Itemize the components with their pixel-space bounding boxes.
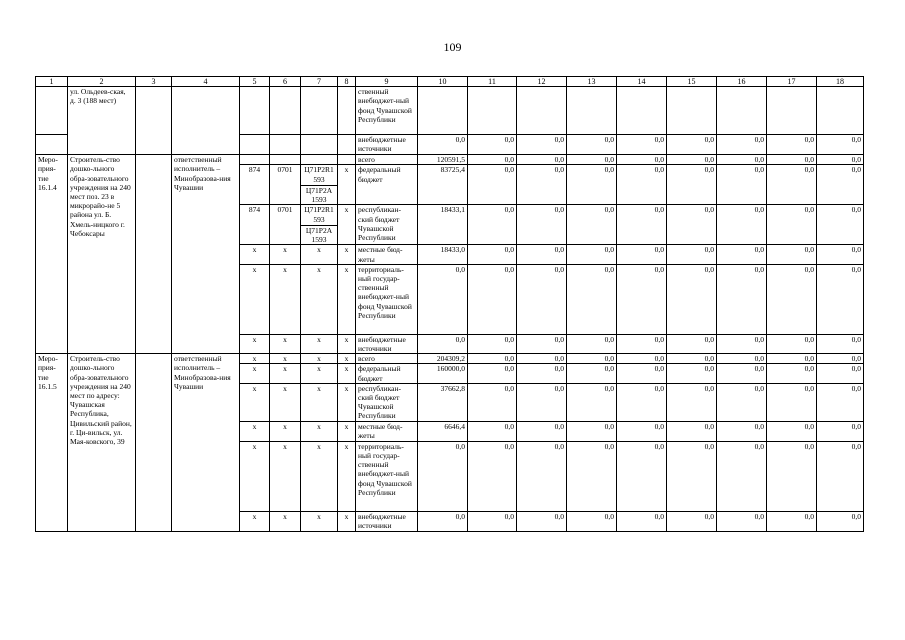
- column-header: 3: [136, 77, 172, 87]
- grbs-code: x: [240, 245, 270, 264]
- funding-source: федеральный бюджет: [356, 364, 418, 383]
- value-cell: 0,0: [617, 354, 667, 364]
- value-cell: 0,0: [468, 165, 517, 205]
- value-cell: 0,0: [617, 155, 667, 165]
- target-article-code-1: x: [317, 383, 321, 393]
- cell-measure: [36, 87, 68, 135]
- value-cell: 0,0: [468, 155, 517, 165]
- value-cell: [468, 87, 517, 135]
- value-cell: 0,0: [567, 334, 617, 353]
- table-cell: [240, 135, 270, 155]
- value-cell: [817, 87, 864, 135]
- value-cell: [767, 87, 817, 135]
- cell-measure: [36, 135, 68, 155]
- expense-type-code: x: [338, 364, 356, 383]
- value-cell: 0,0: [717, 155, 767, 165]
- value-cell: 0,0: [468, 205, 517, 245]
- column-header: 12: [517, 77, 567, 87]
- funding-source: республикан-ский бюджет Чувашской Республики: [356, 383, 418, 421]
- value-cell: 0,0: [517, 354, 567, 364]
- column-header: 6: [270, 77, 301, 87]
- value-cell: 0,0: [667, 421, 717, 441]
- value-cell: 0,0: [817, 441, 864, 511]
- section-code: x: [270, 364, 301, 383]
- section-code: [270, 155, 301, 165]
- value-cell: 0,0: [817, 364, 864, 383]
- value-cell: 6646,4: [418, 421, 468, 441]
- value-cell: 0,0: [667, 264, 717, 334]
- funding-source: внебюджетные источники: [356, 511, 418, 531]
- value-cell: 0,0: [667, 205, 717, 245]
- grbs-code: x: [240, 383, 270, 421]
- section-code: x: [270, 421, 301, 441]
- target-article-code: [301, 383, 338, 421]
- table-cell: [172, 87, 240, 155]
- value-cell: 0,0: [717, 245, 767, 264]
- value-cell: 0,0: [517, 334, 567, 353]
- target-article-code-1: x: [317, 245, 321, 255]
- value-cell: 0,0: [468, 354, 517, 364]
- target-article-code-1: Ц71Р2R1 593: [304, 165, 334, 184]
- value-cell: 0,0: [468, 511, 517, 531]
- funding-source: ственный внебюджет-ный фонд Чувашской Республики: [356, 87, 418, 135]
- value-cell: 0,0: [468, 441, 517, 511]
- value-cell: 0,0: [817, 511, 864, 531]
- value-cell: 0,0: [717, 334, 767, 353]
- column-header: 17: [767, 77, 817, 87]
- grbs-code: x: [240, 354, 270, 364]
- section-code: 0701: [270, 165, 301, 205]
- expense-type-code: x: [338, 205, 356, 245]
- value-cell: 0,0: [418, 441, 468, 511]
- target-article-code: [301, 155, 338, 165]
- target-article-code-1: x: [317, 511, 321, 521]
- value-cell: 0,0: [468, 421, 517, 441]
- value-cell: 0,0: [617, 245, 667, 264]
- value-cell: 0,0: [517, 441, 567, 511]
- grbs-code: x: [240, 511, 270, 531]
- grbs-code: 874: [240, 165, 270, 205]
- grbs-code: x: [240, 264, 270, 334]
- section-code: x: [270, 383, 301, 421]
- value-cell: 0,0: [567, 383, 617, 421]
- section-code: x: [270, 245, 301, 264]
- table-cell: [301, 87, 338, 135]
- value-cell: 0,0: [767, 245, 817, 264]
- value-cell: 120591,5: [418, 155, 468, 165]
- value-cell: 0,0: [667, 441, 717, 511]
- table-cell: [136, 155, 172, 354]
- value-cell: 0,0: [517, 155, 567, 165]
- value-cell: 0,0: [717, 364, 767, 383]
- value-cell: 18433,1: [418, 205, 468, 245]
- value-cell: 0,0: [468, 264, 517, 334]
- value-cell: 0,0: [567, 205, 617, 245]
- measure-address: ул. Ольдеев-ская, д. 3 (188 мест): [68, 87, 136, 155]
- table-cell: [270, 87, 301, 135]
- page-number: 109: [443, 40, 462, 54]
- funding-source: внебюджетные источники: [356, 334, 418, 353]
- expense-type-code: x: [338, 264, 356, 334]
- value-cell: 0,0: [468, 245, 517, 264]
- value-cell: 0,0: [667, 383, 717, 421]
- table-cell: [301, 135, 338, 155]
- section-code: x: [270, 511, 301, 531]
- column-header: 16: [717, 77, 767, 87]
- value-cell: [418, 87, 468, 135]
- target-article-code: [301, 364, 338, 383]
- value-cell: 0,0: [767, 383, 817, 421]
- value-cell: [667, 87, 717, 135]
- value-cell: [617, 87, 667, 135]
- column-header: 2: [68, 77, 136, 87]
- value-cell: 0,0: [667, 354, 717, 364]
- funding-source: местные бюд-жеты: [356, 421, 418, 441]
- funding-source: всего: [356, 354, 418, 364]
- section-code: x: [270, 334, 301, 353]
- value-cell: 0,0: [817, 205, 864, 245]
- value-cell: 0,0: [667, 364, 717, 383]
- value-cell: 0,0: [468, 334, 517, 353]
- funding-source: республикан-ский бюджет Чувашской Республики: [356, 205, 418, 245]
- expense-type-code: x: [338, 421, 356, 441]
- value-cell: 0,0: [667, 245, 717, 264]
- expense-type-code: x: [338, 441, 356, 511]
- value-cell: 0,0: [817, 264, 864, 334]
- target-article-code-1: x: [317, 354, 321, 364]
- column-header: 18: [817, 77, 864, 87]
- target-article-code: [301, 245, 338, 264]
- expense-type-code: x: [338, 165, 356, 205]
- value-cell: 0,0: [767, 135, 817, 155]
- section-code: x: [270, 264, 301, 334]
- value-cell: 0,0: [517, 245, 567, 264]
- table-cell: [338, 87, 356, 135]
- value-cell: 0,0: [817, 135, 864, 155]
- value-cell: 0,0: [767, 511, 817, 531]
- value-cell: 0,0: [667, 135, 717, 155]
- value-cell: 0,0: [667, 334, 717, 353]
- value-cell: [517, 87, 567, 135]
- value-cell: 0,0: [767, 205, 817, 245]
- grbs-code: x: [240, 364, 270, 383]
- value-cell: 0,0: [817, 165, 864, 205]
- value-cell: 0,0: [717, 205, 767, 245]
- column-header: 9: [356, 77, 418, 87]
- value-cell: 0,0: [567, 264, 617, 334]
- value-cell: 0,0: [717, 165, 767, 205]
- target-article-code-2: Ц71Р2А 1593: [301, 185, 337, 204]
- value-cell: 0,0: [517, 421, 567, 441]
- measure-id: Меро-прия-тие 16.1.4: [36, 155, 68, 354]
- value-cell: 0,0: [717, 441, 767, 511]
- target-article-code: [301, 441, 338, 511]
- value-cell: [567, 87, 617, 135]
- target-article-code-1: Ц71Р2R1 593: [304, 205, 334, 224]
- value-cell: 83725,4: [418, 165, 468, 205]
- target-article-code-2: Ц71Р2А 1593: [301, 225, 337, 244]
- target-article-code: [301, 165, 338, 205]
- measure-description: Строитель-ство дошко-льного обра-зовательного учреждения на 240 мест по адресу: Чувашская Республика, Цивильский район, г. Ци-вильск, ул. Мая-ковского, 39: [68, 354, 136, 532]
- value-cell: 0,0: [767, 165, 817, 205]
- table-row: [36, 354, 864, 364]
- value-cell: 0,0: [617, 334, 667, 353]
- funding-source: федеральный бюджет: [356, 165, 418, 205]
- expense-type-code: x: [338, 354, 356, 364]
- value-cell: 0,0: [717, 135, 767, 155]
- target-article-code: [301, 421, 338, 441]
- value-cell: 0,0: [517, 511, 567, 531]
- measure-id: Меро-прия-тие 16.1.5: [36, 354, 68, 532]
- value-cell: 0,0: [767, 354, 817, 364]
- value-cell: 0,0: [767, 264, 817, 334]
- grbs-code: [240, 155, 270, 165]
- value-cell: 0,0: [817, 354, 864, 364]
- target-article-code-1: x: [317, 264, 321, 274]
- value-cell: 0,0: [817, 245, 864, 264]
- column-header: 7: [301, 77, 338, 87]
- value-cell: 0,0: [567, 135, 617, 155]
- value-cell: 0,0: [617, 165, 667, 205]
- target-article-code: [301, 264, 338, 334]
- expense-type-code: [338, 155, 356, 165]
- grbs-code: x: [240, 441, 270, 511]
- value-cell: 160000,0: [418, 364, 468, 383]
- table-row: [36, 155, 864, 165]
- value-cell: 0,0: [517, 135, 567, 155]
- value-cell: 0,0: [567, 155, 617, 165]
- value-cell: 0,0: [617, 205, 667, 245]
- target-article-code: [301, 511, 338, 531]
- target-article-code: [301, 334, 338, 353]
- value-cell: 0,0: [617, 441, 667, 511]
- value-cell: 0,0: [617, 364, 667, 383]
- value-cell: 0,0: [667, 511, 717, 531]
- value-cell: 0,0: [567, 245, 617, 264]
- value-cell: 0,0: [817, 155, 864, 165]
- value-cell: 0,0: [717, 383, 767, 421]
- expense-type-code: x: [338, 383, 356, 421]
- target-article-code-1: x: [317, 421, 321, 431]
- value-cell: 0,0: [517, 383, 567, 421]
- value-cell: [717, 87, 767, 135]
- value-cell: 0,0: [418, 511, 468, 531]
- target-article-code-1: x: [317, 441, 321, 451]
- value-cell: 0,0: [617, 135, 667, 155]
- value-cell: 0,0: [717, 264, 767, 334]
- column-header: 8: [338, 77, 356, 87]
- section-code: x: [270, 354, 301, 364]
- table-cell: [136, 87, 172, 155]
- value-cell: 0,0: [667, 155, 717, 165]
- value-cell: 0,0: [468, 364, 517, 383]
- value-cell: 0,0: [418, 135, 468, 155]
- value-cell: 0,0: [567, 354, 617, 364]
- value-cell: 0,0: [567, 511, 617, 531]
- column-header: 15: [667, 77, 717, 87]
- value-cell: 0,0: [617, 421, 667, 441]
- measure-description: Строитель-ство дошко-льного обра-зовательного учреждения на 240 мест поз. 23 в микрорайо-не 5 района ул. Б. Хмель-ницкого г. Чебоксары: [68, 155, 136, 354]
- value-cell: 0,0: [767, 421, 817, 441]
- value-cell: 0,0: [567, 441, 617, 511]
- value-cell: 0,0: [567, 421, 617, 441]
- value-cell: 0,0: [517, 165, 567, 205]
- expense-type-code: x: [338, 511, 356, 531]
- column-header: 11: [468, 77, 517, 87]
- value-cell: 0,0: [617, 264, 667, 334]
- funding-source: местные бюд-жеты: [356, 245, 418, 264]
- value-cell: 204309,2: [418, 354, 468, 364]
- column-header: 4: [172, 77, 240, 87]
- value-cell: 0,0: [767, 364, 817, 383]
- table-cell: [240, 87, 270, 135]
- funding-source: территориаль-ный государ-ственный внебюджет-ный фонд Чувашской Республики: [356, 441, 418, 511]
- value-cell: 0,0: [617, 511, 667, 531]
- responsible-executor: ответственный исполнитель – Минобразова-ния Чувашии: [172, 155, 240, 354]
- grbs-code: x: [240, 334, 270, 353]
- expense-type-code: x: [338, 334, 356, 353]
- target-article-code-1: x: [317, 334, 321, 344]
- value-cell: 0,0: [767, 441, 817, 511]
- grbs-code: x: [240, 421, 270, 441]
- value-cell: 0,0: [517, 264, 567, 334]
- table-cell: [338, 135, 356, 155]
- value-cell: 0,0: [468, 383, 517, 421]
- value-cell: 0,0: [617, 383, 667, 421]
- value-cell: 0,0: [468, 135, 517, 155]
- table-cell: [136, 354, 172, 532]
- column-header: 1: [36, 77, 68, 87]
- value-cell: 18433,0: [418, 245, 468, 264]
- value-cell: 0,0: [817, 334, 864, 353]
- value-cell: 0,0: [418, 264, 468, 334]
- value-cell: 0,0: [767, 334, 817, 353]
- header-row: [36, 77, 864, 87]
- target-article-code: [301, 354, 338, 364]
- value-cell: 0,0: [817, 421, 864, 441]
- value-cell: 0,0: [567, 165, 617, 205]
- funding-source: территориаль-ный государ-ственный внебюджет-ный фонд Чувашской Республики: [356, 264, 418, 334]
- value-cell: 0,0: [517, 364, 567, 383]
- section-code: 0701: [270, 205, 301, 245]
- value-cell: 0,0: [567, 364, 617, 383]
- target-article-code: [301, 205, 338, 245]
- responsible-executor: ответственный исполнитель – Минобразова-ния Чувашии: [172, 354, 240, 532]
- value-cell: 37662,8: [418, 383, 468, 421]
- column-header: 10: [418, 77, 468, 87]
- section-code: x: [270, 441, 301, 511]
- value-cell: 0,0: [817, 383, 864, 421]
- table-row: [36, 87, 864, 135]
- target-article-code-1: x: [317, 364, 321, 374]
- value-cell: 0,0: [517, 205, 567, 245]
- value-cell: 0,0: [767, 155, 817, 165]
- value-cell: 0,0: [717, 511, 767, 531]
- value-cell: 0,0: [418, 334, 468, 353]
- grbs-code: 874: [240, 205, 270, 245]
- column-header: 13: [567, 77, 617, 87]
- funding-source: всего: [356, 155, 418, 165]
- table-cell: [270, 135, 301, 155]
- expense-type-code: x: [338, 245, 356, 264]
- column-header: 14: [617, 77, 667, 87]
- value-cell: 0,0: [717, 354, 767, 364]
- value-cell: 0,0: [717, 421, 767, 441]
- column-header: 5: [240, 77, 270, 87]
- budget-table: [35, 76, 864, 532]
- funding-source: внебюджетные источники: [356, 135, 418, 155]
- value-cell: 0,0: [667, 165, 717, 205]
